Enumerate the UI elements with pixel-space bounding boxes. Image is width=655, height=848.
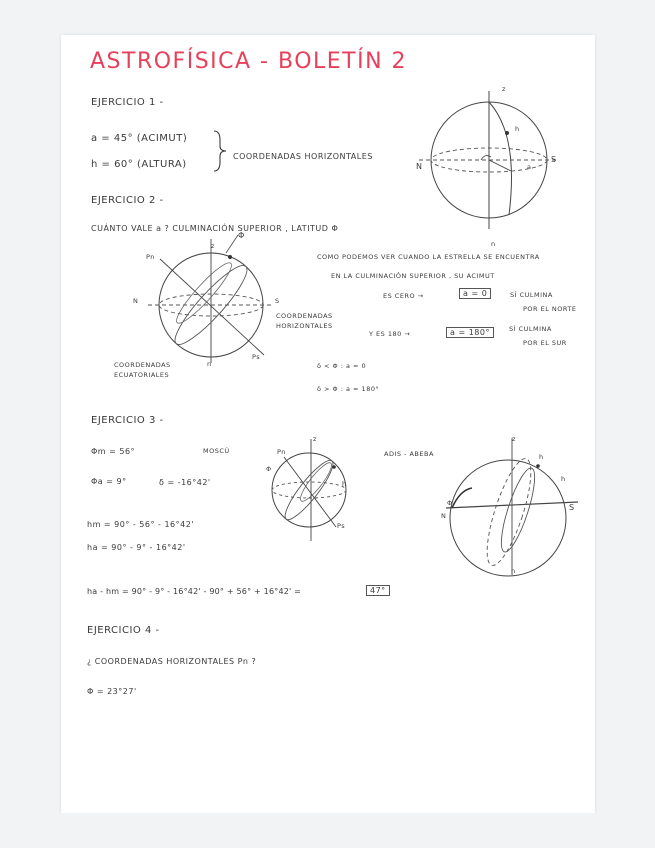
ex2-celestial-sphere [146, 235, 276, 365]
ex4-heading: EJERCICIO 4 - [87, 625, 160, 636]
ex3-fig1-zenith: z [313, 435, 317, 443]
ex1-azimuth: a = 45° (ACIMUT) [91, 133, 188, 144]
ex3-city-addis: ADIS - ABEBA [384, 450, 434, 458]
ex2-fig-phi: Φ [238, 231, 245, 240]
ex2-answer-box-south: a = 180° [446, 327, 494, 338]
ex1-fig-nadir: n [491, 240, 496, 248]
ex1-celestial-sphere [419, 85, 559, 235]
ex3-fig1-phi: Φ [266, 465, 272, 473]
ex2-fig-south: S [275, 297, 280, 305]
ex2-label-equatorial: COORDENADAS ECUATORIALES [114, 361, 171, 379]
ex1-fig-zenith: z [502, 85, 506, 93]
notebook-page [61, 35, 595, 813]
ex3-fig2-phi: Φ [447, 499, 453, 507]
ex2-label-horizontal: COORDENADAS HORIZONTALES [276, 312, 333, 330]
ex2-fig-north: N [133, 297, 139, 305]
ex1-fig-north: N [416, 162, 423, 171]
ex3-height-difference: ha - hm = 90° - 9° - 16°42' - 90° + 56° + 16°42' = [87, 587, 302, 596]
ex1-fig-south: S [551, 155, 557, 164]
ex3-fig1-ps: Ps [337, 522, 346, 530]
bottom-margin [0, 813, 655, 848]
ex3-heading: EJERCICIO 3 - [91, 415, 164, 426]
ex3-city-moscow: MOSCÚ [203, 447, 230, 455]
ex2-fig-zenith: z [211, 242, 215, 250]
ex3-fig1-pn: Pn [277, 448, 286, 456]
ex3-fig2-north: N [441, 512, 447, 520]
ex3-latitude-moscow: Φm = 56° [91, 447, 136, 456]
ex2-condition-1: δ < Φ : a = 0 [317, 362, 367, 370]
ex3-height-moscow: hm = 90° - 56° - 16°42' [87, 520, 195, 529]
ex2-text-line2: EN LA CULMINACIÓN SUPERIOR , SU ACIMUT [331, 272, 495, 280]
ex2-heading: EJERCICIO 2 - [91, 195, 164, 206]
ex2-south-line2: POR EL SUR [523, 339, 567, 347]
ex3-result-box: 47° [366, 585, 390, 596]
ex4-latitude: Φ = 23°27' [87, 687, 137, 696]
ex3-height-addis: ha = 90° - 9° - 16°42' [87, 543, 186, 552]
ex1-fig-star: h [515, 125, 520, 133]
ex2-north-line1: SÍ CULMINA [510, 291, 553, 299]
ex3-fig2-nadir: n [511, 567, 516, 575]
ex2-south-line1: SÍ CULMINA [509, 325, 552, 333]
ex1-heading: EJERCICIO 1 - [91, 97, 164, 108]
ex1-curly-brace [211, 130, 231, 172]
ex2-condition-2: δ > Φ : a = 180° [317, 385, 380, 393]
ex2-text-line3: ES CERO → [383, 292, 424, 300]
ex3-fig2-zenith: z [512, 435, 516, 443]
ex2-text-line5: Y ES 180 → [369, 330, 411, 338]
ex2-question: CUÁNTO VALE a ? CULMINACIÓN SUPERIOR , LATITUD Φ [91, 224, 339, 233]
ex3-fig2-h-top: h [539, 453, 544, 461]
ex3-sphere-addis [446, 430, 581, 580]
ex1-fig-a: a [527, 163, 532, 171]
ex3-fig2-south: S [569, 503, 575, 512]
ex1-altitude: h = 60° (ALTURA) [91, 159, 187, 170]
ex2-answer-box-north: a = 0 [459, 288, 491, 299]
ex3-latitude-addis: Φa = 9° [91, 477, 127, 486]
ex1-coord-note: COORDENADAS HORIZONTALES [233, 152, 373, 161]
ex2-text-line1: COMO PODEMOS VER CUANDO LA ESTRELLA SE ENCUENTRA [317, 253, 540, 261]
ex3-fig2-h-right: h [561, 475, 566, 483]
ex4-question: ¿ COORDENADAS HORIZONTALES Pn ? [87, 657, 257, 666]
ex2-north-line2: POR EL NORTE [523, 305, 577, 313]
page-title: ASTROFÍSICA - BOLETÍN 2 [90, 49, 408, 74]
ex2-fig-pn: Pn [146, 253, 155, 261]
ex3-declination: δ = -16°42' [159, 478, 211, 487]
ex2-fig-nadir: n [207, 360, 212, 368]
ex3-fig1-h: h [342, 480, 347, 488]
ex2-fig-ps: Ps [252, 353, 261, 361]
